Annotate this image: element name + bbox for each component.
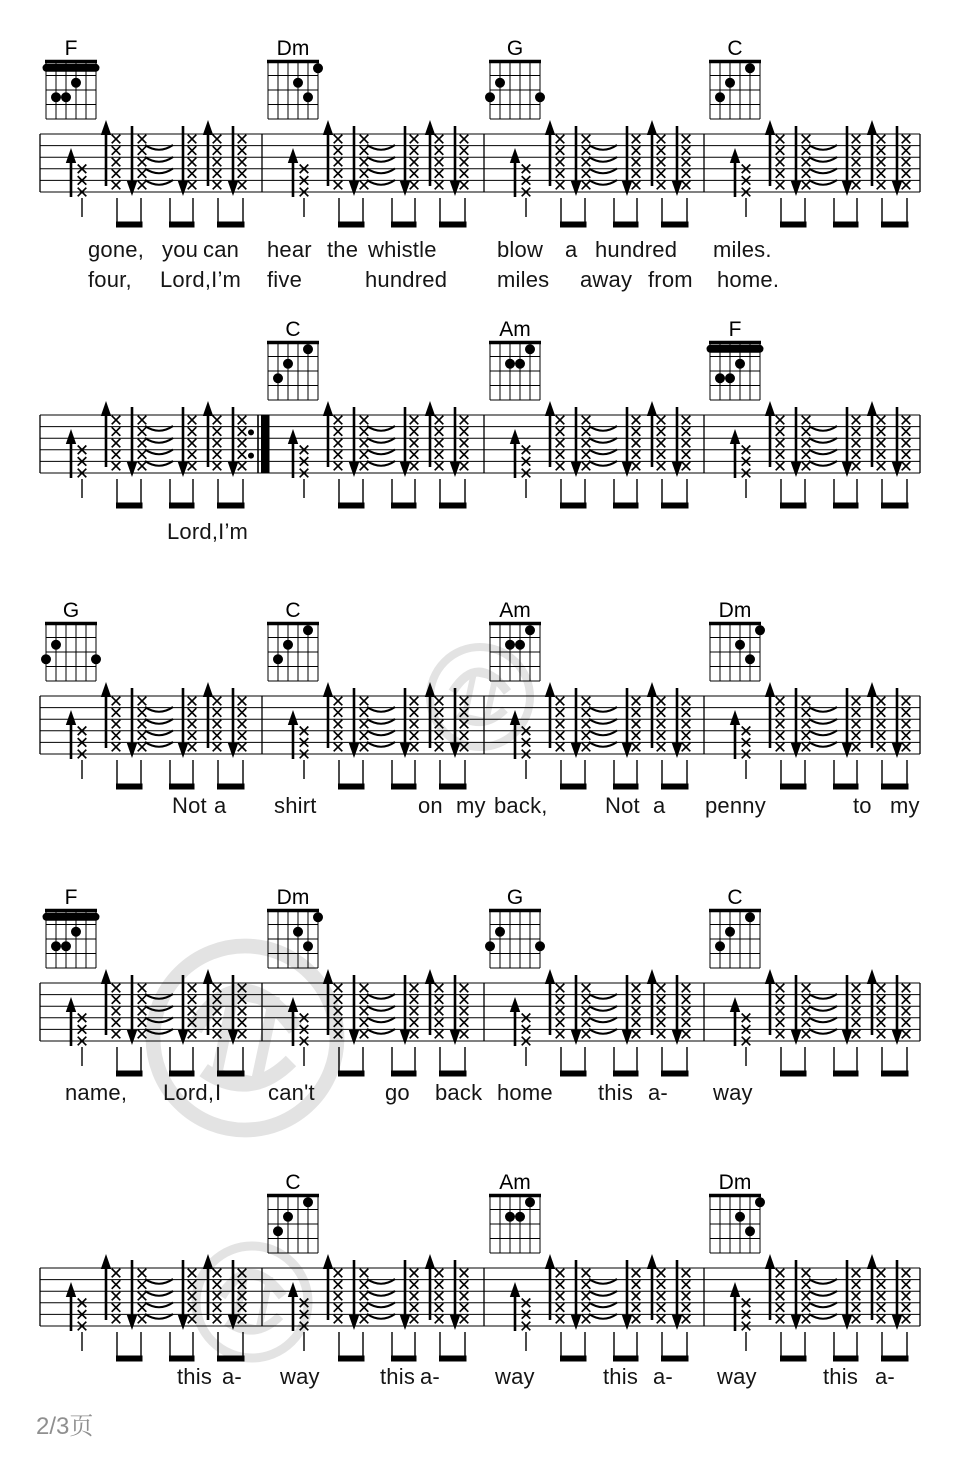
chord-diagram-F <box>43 886 100 968</box>
strum-pattern <box>288 682 469 790</box>
chord-diagram-C <box>267 1171 319 1253</box>
lyric-word: home <box>497 1080 553 1105</box>
strum-pattern <box>730 401 911 509</box>
strum-pattern <box>510 401 691 509</box>
strum-pattern <box>66 120 247 228</box>
lyric-word: miles. <box>713 237 772 262</box>
chord-label: C <box>727 886 743 909</box>
staff-lines <box>40 415 920 473</box>
chord-diagram-Dm <box>709 1171 765 1253</box>
page-indicator: 2/3页 <box>36 1413 94 1440</box>
strum-pattern <box>510 1254 691 1362</box>
chord-label: Am <box>499 318 531 341</box>
strum-pattern <box>288 1254 469 1362</box>
staff-lines <box>40 1268 920 1326</box>
staff-system-5 <box>0 1168 960 1368</box>
lyric-word: hear <box>267 237 312 262</box>
lyric-word: go <box>385 1080 410 1105</box>
chord-diagram-F <box>43 37 100 119</box>
lyric-word: on <box>418 793 443 818</box>
chord-label: C <box>727 37 743 60</box>
lyric-word: can't <box>268 1080 315 1105</box>
staff-lines <box>40 696 920 754</box>
staff-lines <box>40 983 920 1041</box>
chord-diagram-Am <box>489 318 541 400</box>
lyric-word: penny <box>705 793 766 818</box>
chord-label: Am <box>499 1171 531 1194</box>
lyric-word: this <box>823 1364 859 1389</box>
lyric-word: Not <box>172 793 207 818</box>
lyric-word: this <box>603 1364 639 1389</box>
lyric-word: a <box>565 237 578 262</box>
chord-label: Dm <box>718 599 752 622</box>
staff-system-2 <box>0 315 960 515</box>
lyric-word: a <box>653 793 666 818</box>
staff-system-3 <box>0 596 960 796</box>
lyric-word: away <box>580 267 633 292</box>
chord-diagram-Am <box>489 1171 541 1253</box>
chord-label: G <box>62 599 80 622</box>
strum-pattern <box>510 120 691 228</box>
strum-pattern <box>730 969 911 1077</box>
chord-diagram-G <box>485 37 545 119</box>
lyric-word: to <box>853 793 872 818</box>
chord-label: Dm <box>718 1171 752 1194</box>
lyric-word: a- <box>420 1364 440 1389</box>
lyric-word: four, <box>88 267 132 292</box>
chord-diagram-C <box>709 886 761 968</box>
lyric-word: hundred <box>595 237 678 262</box>
chord-diagram-G <box>41 599 101 681</box>
chord-label: Dm <box>276 37 310 60</box>
lyric-word: this <box>177 1364 213 1389</box>
strum-pattern <box>66 682 247 790</box>
lyric-word: back <box>435 1080 483 1105</box>
lyric-word: shirt <box>274 793 317 818</box>
chord-diagram-C <box>267 318 319 400</box>
lyric-word: a- <box>648 1080 668 1105</box>
chord-diagram-Dm <box>267 37 323 119</box>
lyric-word: way <box>717 1364 757 1389</box>
lyric-word: hundred <box>365 267 448 292</box>
lyric-word: this <box>380 1364 416 1389</box>
strum-pattern <box>66 1254 247 1362</box>
lyric-word: Lord,I’m <box>160 267 242 292</box>
lyric-word: gone, <box>88 237 145 262</box>
lyric-word: way <box>713 1080 753 1105</box>
strum-pattern <box>288 120 469 228</box>
end-repeat-barline <box>248 415 270 473</box>
lyric-word: you <box>162 237 199 262</box>
lyric-word: way <box>280 1364 320 1389</box>
chord-label: C <box>285 1171 301 1194</box>
lyric-word: Lord, <box>163 1080 215 1105</box>
lyric-word: my <box>890 793 920 818</box>
lyric-word: the <box>327 237 359 262</box>
chord-diagram-C <box>267 599 319 681</box>
lyric-word: home. <box>717 267 780 292</box>
strum-pattern <box>510 969 691 1077</box>
strum-pattern <box>510 682 691 790</box>
lyric-word: I <box>215 1080 222 1105</box>
lyric-word: Not <box>605 793 640 818</box>
lyric-word: miles <box>497 267 550 292</box>
lyric-word: can <box>203 237 240 262</box>
lyric-word: from <box>648 267 693 292</box>
staff-lines <box>40 134 920 192</box>
chord-diagram-C <box>709 37 761 119</box>
chord-label: C <box>285 318 301 341</box>
strum-pattern <box>730 682 911 790</box>
lyric-word: way <box>495 1364 535 1389</box>
lyric-word: five <box>267 267 303 292</box>
lyric-word: whistle <box>368 237 437 262</box>
chord-label: Dm <box>276 886 310 909</box>
chord-diagram-F <box>707 318 764 400</box>
chord-diagram-Dm <box>709 599 765 681</box>
chord-label: F <box>64 37 78 60</box>
strum-pattern <box>66 969 247 1077</box>
lyric-word: a- <box>222 1364 242 1389</box>
lyric-word: a- <box>653 1364 673 1389</box>
chord-label: Am <box>499 599 531 622</box>
chord-label: F <box>64 886 78 909</box>
lyric-word: name, <box>65 1080 128 1105</box>
lyric-word: this <box>598 1080 634 1105</box>
chord-label: G <box>506 37 524 60</box>
strum-pattern <box>730 1254 911 1362</box>
lyric-word: my <box>456 793 486 818</box>
lyric-word: back, <box>494 793 548 818</box>
staff-system-1 <box>0 34 960 234</box>
staff-system-4 <box>0 883 960 1083</box>
strum-pattern <box>288 401 469 509</box>
lyric-word: a- <box>875 1364 895 1389</box>
chord-diagram-Dm <box>267 886 323 968</box>
strum-pattern <box>730 120 911 228</box>
chord-label: C <box>285 599 301 622</box>
strum-pattern <box>66 401 247 509</box>
chord-diagram-Am <box>489 599 541 681</box>
chord-label: F <box>728 318 742 341</box>
lyric-word: blow <box>497 237 544 262</box>
chord-label: G <box>506 886 524 909</box>
lyric-word: Lord,I’m <box>167 519 249 544</box>
strum-pattern <box>288 969 469 1077</box>
chord-diagram-G <box>485 886 545 968</box>
lyric-word: a <box>214 793 227 818</box>
